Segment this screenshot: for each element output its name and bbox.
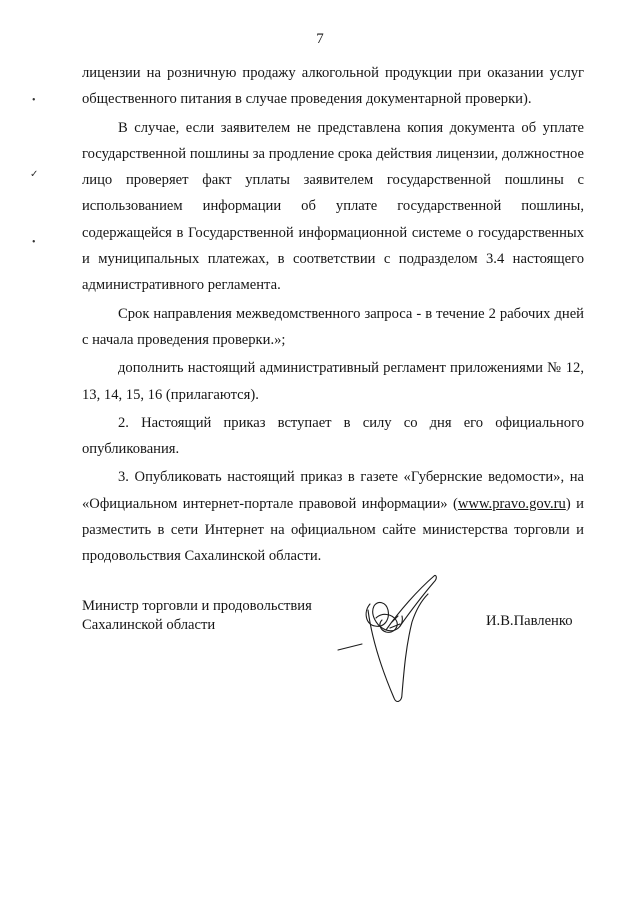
paragraph: лицензии на розничную продажу алкогольной продукции при оказании услуг общественного питания в случае проведения документарной проверки).	[82, 65, 584, 108]
paragraph: В случае, если заявителем не представлена копия документа об уплате государственной пошлины за продление срока действия лицензии, должностное лицо проверяет факт уплаты заявителем государственной пошлины с использованием информации об уплате государственной пошлины, содержащейся в Государственной информационной системе о государственных и муниципальных платежах, в соответствии с подразделом 3.4 настоящего административного регламента.	[82, 119, 584, 294]
position-line: Сахалинской области	[82, 616, 216, 633]
position-line: Министр торговли и продовольствия	[82, 598, 312, 614]
paragraph: 2. Настоящий приказ вступает в силу со дня его официального опубликования.	[82, 414, 584, 458]
margin-mark: •	[32, 95, 36, 106]
publication-text: ) и разместить в сети Интернет на официальном сайте министерства торговли и продовольствия Сахалинской области.	[82, 495, 584, 565]
publication-text: 3. Опубликовать настоящий приказ в газете «Губернские ведомости», на «Официальном интернет-портале правовой информации» (	[82, 469, 584, 512]
pravo-link[interactable]: www.pravo.gov.ru	[457, 495, 566, 512]
signatory-name: И.В.Павленко	[486, 613, 573, 629]
publication-paragraph	[82, 464, 584, 569]
document-body	[82, 60, 584, 570]
margin-mark: ✓	[30, 169, 39, 180]
paragraph: дополнить настоящий административный регламент приложениями № 12, 13, 14, 15, 16 (прилагаются).	[82, 360, 584, 403]
paragraph: Срок направления межведомственного запроса - в течение 2 рабочих дней с начала проведения проверки.»;	[82, 305, 584, 348]
page-number: 7	[316, 31, 324, 47]
margin-mark: •	[32, 237, 36, 248]
signatory-position	[82, 597, 312, 634]
handwritten-signature	[330, 570, 450, 720]
